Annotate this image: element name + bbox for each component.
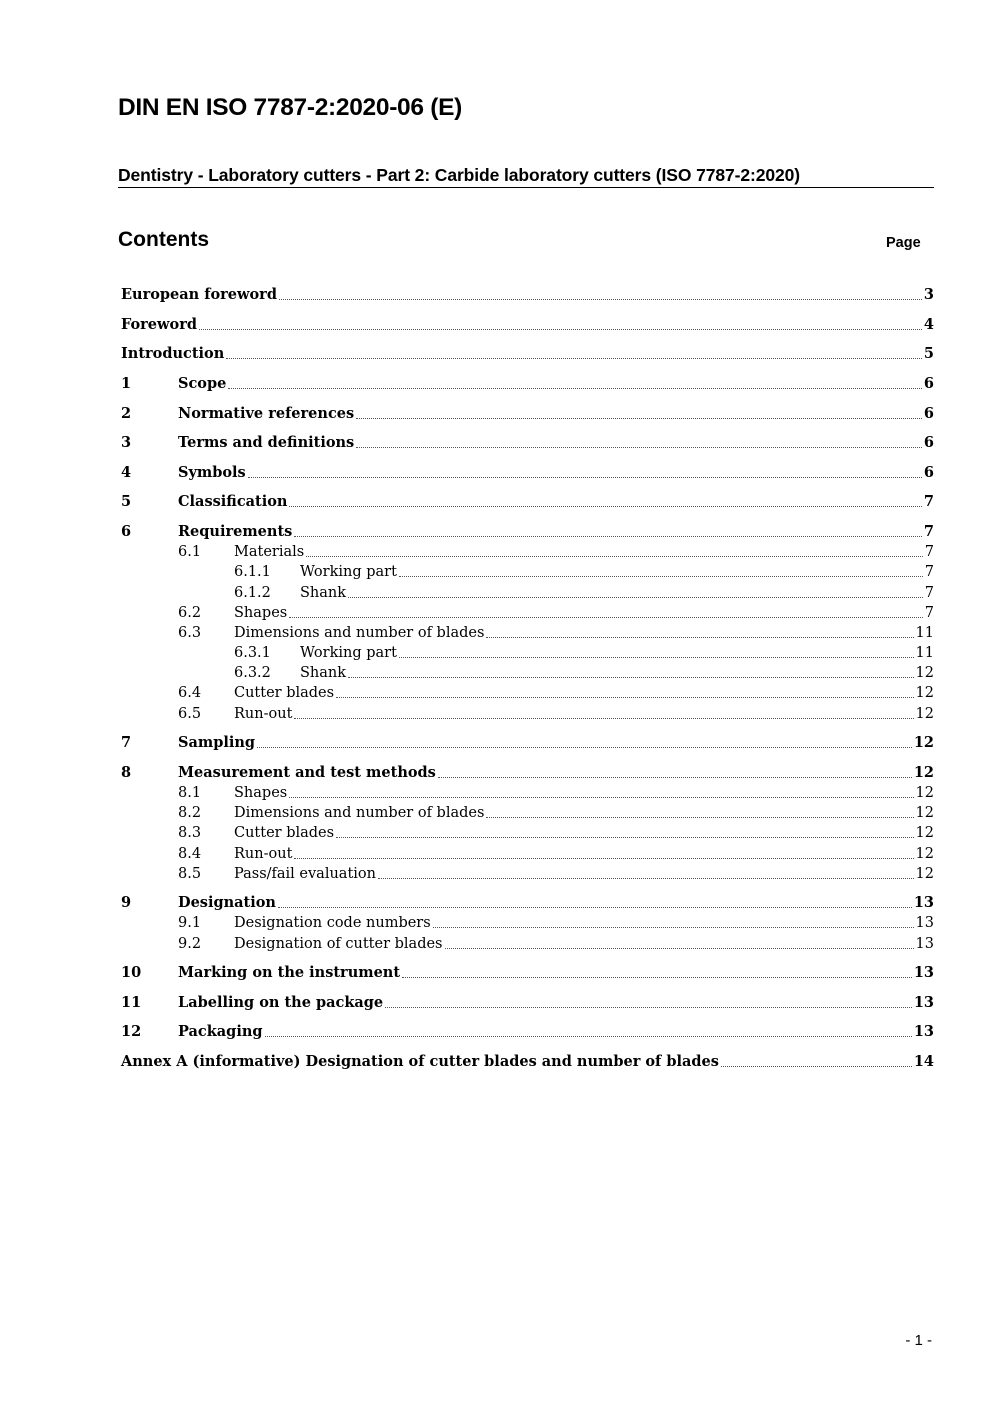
toc-entry-page: 12 — [915, 866, 934, 882]
toc-entry-number: 8 — [121, 764, 132, 781]
toc-entry-label: Working part — [300, 564, 397, 580]
toc-entry-label: Introduction — [121, 345, 225, 362]
toc-entry-page: 7 — [924, 605, 934, 621]
toc-entry-label: Requirements — [178, 523, 293, 540]
toc-entry-page: 6 — [923, 405, 934, 422]
document-subtitle: Dentistry - Laboratory cutters - Part 2: Carbide laboratory cutters (ISO 7787-2:2020) — [118, 164, 934, 188]
toc-entry[interactable] — [121, 522, 934, 542]
toc-entry-number: 6.4 — [178, 685, 202, 701]
toc-entry-page: 7 — [924, 564, 934, 580]
toc-entry-label: Pass/fail evaluation — [234, 866, 376, 882]
toc-leader — [438, 777, 912, 778]
toc-entry-page: 13 — [913, 1023, 934, 1040]
toc-entry-page: 13 — [915, 915, 934, 931]
document-id: DIN EN ISO 7787-2:2020-06 (E) — [118, 94, 462, 121]
toc-entry-page: 13 — [915, 936, 934, 952]
toc-leader — [278, 907, 912, 908]
toc-leader — [294, 536, 922, 537]
toc-leader — [348, 677, 914, 678]
toc-entry-number: 9 — [121, 894, 132, 911]
toc-entry-label: Shapes — [234, 785, 288, 801]
toc-leader — [348, 597, 923, 598]
toc-entry-label: Normative references — [178, 405, 355, 422]
toc-entry-label: Cutter blades — [234, 825, 335, 841]
toc-entry-label: Run-out — [234, 846, 293, 862]
toc-entry[interactable] — [121, 763, 934, 783]
toc-entry[interactable] — [121, 783, 934, 803]
toc-leader — [248, 477, 922, 478]
toc-entry[interactable] — [121, 993, 934, 1013]
toc-entry-page: 6 — [923, 375, 934, 392]
toc-entry-label: Shapes — [234, 605, 288, 621]
toc-entry-number: 6.1.2 — [234, 585, 271, 601]
page-column-heading: Page — [886, 235, 921, 251]
toc-entry[interactable] — [121, 285, 934, 305]
toc-entry[interactable] — [121, 562, 934, 582]
toc-entry-page: 7 — [924, 544, 934, 560]
toc-entry-number: 6.1 — [178, 544, 202, 560]
toc-entry-number: 10 — [121, 964, 142, 981]
toc-entry[interactable] — [121, 404, 934, 424]
toc-entry-label: Dimensions and number of blades — [234, 625, 485, 641]
toc-leader — [356, 418, 922, 419]
contents-heading: Contents — [118, 228, 209, 251]
toc-entry-page: 4 — [923, 316, 934, 333]
toc-leader — [399, 576, 923, 577]
toc-leader — [265, 1036, 912, 1037]
toc-entry-page: 5 — [923, 345, 934, 362]
toc-entry[interactable] — [121, 374, 934, 394]
toc-entry[interactable] — [121, 623, 934, 643]
toc-leader — [378, 878, 914, 879]
toc-entry-number: 8.2 — [178, 805, 202, 821]
toc-entry[interactable] — [121, 934, 934, 954]
toc-leader — [356, 447, 922, 448]
toc-entry-number: 6.5 — [178, 706, 202, 722]
toc-entry-label: Annex A (informative) Designation of cutter blades and number of blades — [121, 1053, 719, 1070]
toc-entry[interactable] — [121, 733, 934, 753]
toc-entry-number: 9.1 — [178, 915, 202, 931]
toc-entry[interactable] — [121, 893, 934, 913]
toc-leader — [257, 747, 912, 748]
toc-entry-label: Foreword — [121, 316, 197, 333]
toc-entry-label: Materials — [234, 544, 305, 560]
toc-entry-label: Designation — [178, 894, 276, 911]
toc-entry[interactable] — [121, 463, 934, 483]
toc-entry-number: 8.3 — [178, 825, 202, 841]
toc-entry-label: Classification — [178, 493, 288, 510]
toc-entry[interactable] — [121, 344, 934, 364]
toc-leader — [199, 329, 922, 330]
toc-leader — [486, 637, 913, 638]
toc-leader — [385, 1007, 912, 1008]
toc-entry[interactable] — [121, 492, 934, 512]
toc-entry-label: Dimensions and number of blades — [234, 805, 485, 821]
toc-entry-label: Shank — [300, 665, 347, 681]
toc-entry-number: 9.2 — [178, 936, 202, 952]
toc-entry-number: 7 — [121, 734, 132, 751]
toc-entry-page: 7 — [924, 585, 934, 601]
toc-entry-number: 6 — [121, 523, 132, 540]
toc-entry-label: Working part — [300, 645, 397, 661]
toc-entry[interactable] — [121, 864, 934, 884]
toc-entry[interactable] — [121, 1052, 934, 1072]
toc-entry-number: 5 — [121, 493, 132, 510]
toc-entry-label: Sampling — [178, 734, 256, 751]
toc-entry-number: 11 — [121, 994, 142, 1011]
toc-leader — [721, 1066, 912, 1067]
toc-entry-number: 6.1.1 — [234, 564, 271, 580]
toc-entry-number: 6.3 — [178, 625, 202, 641]
toc-entry-label: Symbols — [178, 464, 246, 481]
toc-entry-label: Scope — [178, 375, 227, 392]
toc-entry[interactable] — [121, 963, 934, 983]
toc-entry-page: 12 — [913, 734, 934, 751]
toc-entry-label: Measurement and test methods — [178, 764, 436, 781]
toc-entry-page: 14 — [913, 1053, 934, 1070]
toc-entry[interactable] — [121, 683, 934, 703]
toc-entry-label: Run-out — [234, 706, 293, 722]
toc-leader — [228, 388, 922, 389]
toc-leader — [306, 556, 923, 557]
toc-entry-label: European foreword — [121, 286, 277, 303]
toc-entry[interactable] — [121, 643, 934, 663]
toc-entry[interactable] — [121, 315, 934, 335]
toc-leader — [336, 697, 913, 698]
toc-entry-page: 11 — [915, 645, 934, 661]
toc-entry[interactable] — [121, 603, 934, 623]
toc-entry-page: 6 — [923, 434, 934, 451]
toc-entry-number: 8.4 — [178, 846, 202, 862]
toc-entry-page: 12 — [915, 805, 934, 821]
toc-entry-page: 6 — [923, 464, 934, 481]
toc-entry-number: 2 — [121, 405, 132, 422]
toc-leader — [445, 948, 914, 949]
toc-entry-page: 12 — [915, 846, 934, 862]
toc-entry-number: 8.1 — [178, 785, 202, 801]
toc-entry[interactable] — [121, 433, 934, 453]
toc-leader — [289, 506, 921, 507]
toc-entry[interactable] — [121, 844, 934, 864]
toc-entry[interactable] — [121, 542, 934, 562]
toc-leader — [486, 817, 913, 818]
toc-entry-number: 4 — [121, 464, 132, 481]
toc-entry-page: 12 — [915, 706, 934, 722]
toc-entry[interactable] — [121, 704, 934, 724]
toc-entry-page: 7 — [923, 523, 934, 540]
toc-leader — [399, 657, 914, 658]
toc-entry-number: 6.3.1 — [234, 645, 271, 661]
toc-entry-page: 12 — [913, 764, 934, 781]
toc-entry-number: 6.2 — [178, 605, 202, 621]
toc-leader — [294, 718, 913, 719]
toc-entry[interactable] — [121, 803, 934, 823]
toc-entry-number: 3 — [121, 434, 132, 451]
toc-entry[interactable] — [121, 583, 934, 603]
toc-entry-number: 6.3.2 — [234, 665, 271, 681]
toc-entry-page: 11 — [915, 625, 934, 641]
toc-entry-label: Packaging — [178, 1023, 263, 1040]
toc-entry[interactable] — [121, 1022, 934, 1042]
toc-entry-label: Designation code numbers — [234, 915, 431, 931]
toc-entry-label: Labelling on the package — [178, 994, 384, 1011]
toc-entry[interactable] — [121, 663, 934, 683]
toc-entry-page: 12 — [915, 785, 934, 801]
toc-entry-page: 12 — [915, 665, 934, 681]
toc-leader — [294, 858, 913, 859]
toc-entry-page: 13 — [913, 994, 934, 1011]
toc-entry-page: 12 — [915, 685, 934, 701]
toc-entry[interactable] — [121, 823, 934, 843]
toc-entry-number: 12 — [121, 1023, 142, 1040]
toc-entry-number: 8.5 — [178, 866, 202, 882]
page-number: - 1 - — [905, 1332, 932, 1349]
toc-entry-page: 13 — [913, 964, 934, 981]
toc-leader — [279, 299, 922, 300]
toc-leader — [336, 837, 913, 838]
toc-entry-label: Marking on the instrument — [178, 964, 401, 981]
toc-entry-label: Shank — [300, 585, 347, 601]
toc-leader — [289, 797, 913, 798]
toc-entry-page: 13 — [913, 894, 934, 911]
toc-leader — [289, 617, 923, 618]
toc-leader — [433, 927, 914, 928]
toc-leader — [402, 977, 912, 978]
toc-entry-label: Designation of cutter blades — [234, 936, 443, 952]
toc-entry-number: 1 — [121, 375, 132, 392]
toc-entry-label: Cutter blades — [234, 685, 335, 701]
toc-entry-page: 7 — [923, 493, 934, 510]
toc-leader — [226, 358, 922, 359]
toc-entry-page: 12 — [915, 825, 934, 841]
toc-entry-label: Terms and definitions — [178, 434, 355, 451]
toc-entry[interactable] — [121, 913, 934, 933]
toc-entry-page: 3 — [923, 286, 934, 303]
